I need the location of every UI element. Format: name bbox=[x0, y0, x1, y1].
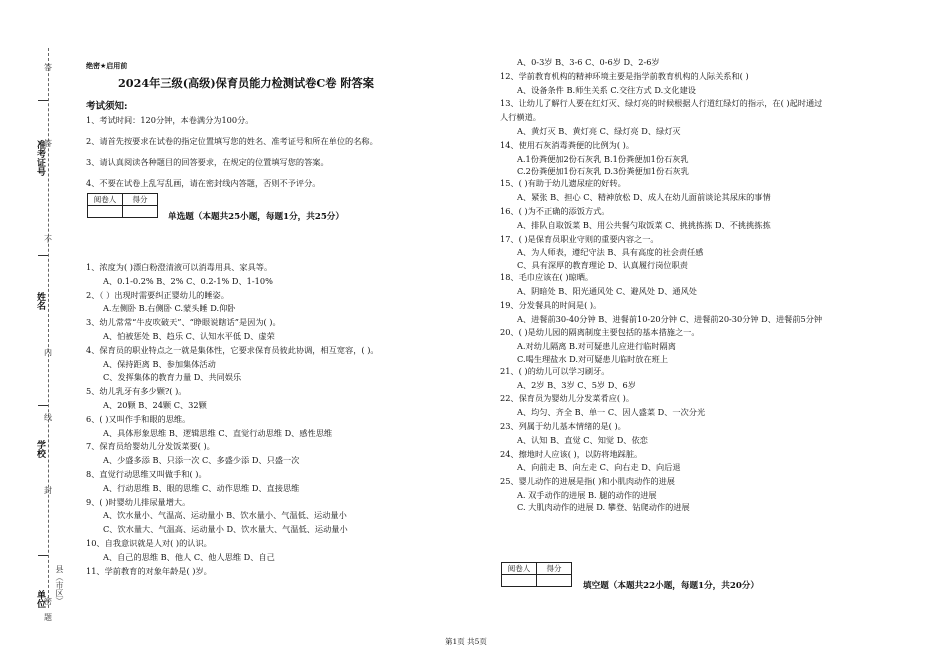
question-text: 17、( )是保育员职业守则的重要内容之一。 bbox=[500, 233, 659, 244]
field-underline bbox=[38, 255, 48, 256]
answer-options: A.左侧卧 B.右侧卧 C.蒙头睡 D.仰卧 bbox=[103, 303, 236, 314]
score-cell: 得分 bbox=[123, 194, 158, 206]
unit-label: 单位 bbox=[35, 590, 45, 608]
question-text: 21、( )的幼儿可以学习刷牙。 bbox=[500, 365, 610, 376]
seal-dashed-line bbox=[48, 48, 49, 608]
score-input[interactable] bbox=[123, 206, 158, 218]
answer-options: A、认知 B、直觉 C、知觉 D、依恋 bbox=[517, 434, 648, 445]
school-label: 学校 bbox=[35, 440, 45, 458]
seal-char: 内 bbox=[44, 348, 52, 357]
answer-options: C、具有深厚的教育理论 D、认真履行岗位职责 bbox=[517, 259, 688, 270]
answer-options: A、向前走 B、向左走 C、向右走 D、向后退 bbox=[517, 462, 681, 473]
answer-options: A、为人师表，遵纪守法 B、具有高度的社会责任感 bbox=[517, 247, 704, 258]
seal-char: 题 bbox=[44, 613, 52, 622]
reviewer-input[interactable] bbox=[502, 575, 537, 587]
question-text: 14、使用石灰消毒粪便的比例为( )。 bbox=[500, 139, 635, 150]
section-heading-single-choice: 单选题（本题共25小题，每题1分，共25分） bbox=[168, 212, 344, 222]
answer-options: A、少盛多添 B、只添一次 C、多盛少添 D、只盛一次 bbox=[103, 455, 300, 466]
notice-heading: 考试须知: bbox=[86, 101, 128, 112]
field-underline bbox=[38, 100, 48, 101]
notice-list bbox=[86, 114, 378, 198]
answer-options: A、紧张 B、担心 C、精神放松 D、成人在幼儿面前谈论其尿床的事情 bbox=[517, 192, 771, 203]
seal-char: 密 bbox=[44, 597, 52, 606]
question-text: 20、( )是幼儿园的隔离制度主要包括的基本措施之一。 bbox=[500, 327, 700, 338]
question-text: 15、( )有助于幼儿遗尿症的好转。 bbox=[500, 178, 626, 189]
question-text: 8、直觉行动思维又叫做手和( )。 bbox=[86, 468, 207, 479]
question-text: 人行横道。 bbox=[500, 112, 541, 123]
notice-item: 4、不要在试卷上乱写乱画，请在密封线内答题，否则不予评分。 bbox=[86, 178, 321, 188]
notice-item: 1、考试时间：120分钟，本卷满分为100分。 bbox=[86, 115, 254, 125]
answer-options: A、饮水量小、气温高、运动量小 B、饮水量小、气温低、运动量小 bbox=[103, 510, 347, 521]
question-text: 1、浓度为( )漂白粉澄清液可以消毒用具、家具等。 bbox=[86, 262, 273, 272]
answer-options: C、饮水量大、气温高、运动量小 D、饮水量大、气温低、运动量小 bbox=[103, 524, 348, 535]
field-underline bbox=[38, 405, 48, 406]
notice-item: 3、请认真阅读各种题目的回答要求，在规定的位置填写您的答案。 bbox=[86, 157, 329, 167]
district-label: 县（市区） bbox=[55, 565, 64, 605]
answer-options: C.喝生理盐水 D.对可疑患儿临时放在班上 bbox=[517, 353, 669, 364]
answer-options: A、进餐前30-40分钟 B、进餐前10-20分钟 C、进餐前20-30分钟 D、进餐前5分钟 bbox=[517, 313, 823, 324]
questions-right-column bbox=[500, 56, 822, 514]
secret-mark: 绝密★启用前 bbox=[86, 62, 128, 70]
answer-options: A.1份粪便加2份石灰乳 B.1份粪便加1份石灰乳 bbox=[517, 153, 689, 164]
section-heading-fill-blank: 填空题（本题共22小题，每题1分，共20分） bbox=[583, 581, 759, 591]
answer-options: A、保持距离 B、参加集体活动 bbox=[103, 358, 216, 369]
reviewer-cell: 阅卷人 bbox=[502, 563, 537, 575]
question-text: 12、学前教育机构的精神环境主要是指学前教育机构的人际关系和( ) bbox=[500, 70, 749, 81]
seal-char: 线 bbox=[44, 413, 52, 422]
question-text: 25、婴儿动作的进展是指( )和小肌肉动作的进展 bbox=[500, 476, 675, 487]
answer-options: A、0-3岁 B、3-6 C、0-6岁 D、2-6岁 bbox=[517, 57, 660, 67]
name-label: 姓名 bbox=[35, 292, 45, 310]
seal-char: 答 bbox=[44, 63, 52, 72]
question-text: 13、让幼儿了解行人要在红灯灭、绿灯亮的时候根据人行道红绿灯的指示，在( )起时通过 bbox=[500, 98, 823, 109]
answer-options: A. 双手动作的进展 B. 腿的动作的进展 bbox=[517, 490, 657, 501]
answer-options: A、黄灯灭 B、黄灯亮 C、绿灯亮 D、绿灯灭 bbox=[517, 125, 681, 136]
reviewer-cell: 阅卷人 bbox=[88, 194, 123, 206]
question-text: 22、保育员为婴幼儿分发菜肴应( )。 bbox=[500, 393, 635, 404]
answer-options: A、20颗 B、24颗 C、32颗 bbox=[103, 399, 207, 410]
question-text: 18、毛巾应该在( )晾晒。 bbox=[500, 272, 594, 283]
question-text: 2、（ ）出现时需要纠正婴幼儿的睡姿。 bbox=[86, 289, 229, 300]
answer-options: A、怕被惩处 B、趋乐 C、认知水平低 D、虚荣 bbox=[103, 330, 275, 341]
seal-char: 答 bbox=[44, 139, 52, 148]
seal-char: 封 bbox=[44, 486, 52, 495]
answer-options: A、设备条件 B.师生关系 C.交往方式 D.文化建设 bbox=[517, 84, 696, 95]
answer-options: A、阴暗处 B、阳光通风处 C、避风处 D、通风处 bbox=[517, 285, 697, 296]
question-text: 6、( )又叫作手和眼的思维。 bbox=[86, 413, 191, 424]
question-text: 16、( )为不正确的添饭方式。 bbox=[500, 205, 610, 216]
page-footer: 第1页 共5页 bbox=[445, 637, 487, 646]
answer-options: A、行动思维 B、眼的思维 C、动作思维 D、直接思维 bbox=[103, 482, 300, 493]
question-text: 9、( )时婴幼儿排尿量增大。 bbox=[86, 496, 191, 507]
answer-options: A、排队自取饭菜 B、用公共餐勺取饭菜 C、挑挑拣拣 D、不挑挑拣拣 bbox=[517, 219, 771, 230]
seal-char: 不 bbox=[44, 235, 52, 244]
page-title: 2024年三级(高级)保育员能力检测试卷C卷 附答案 bbox=[118, 76, 374, 90]
question-text: 10、自我意识就是人对( )的认识。 bbox=[86, 537, 212, 548]
question-text: 24、擦地时人应该( )，以防将地踩脏。 bbox=[500, 448, 643, 459]
score-table bbox=[501, 562, 572, 587]
question-text: 23、列属于幼儿基本情绪的是( )。 bbox=[500, 421, 626, 432]
question-text: 7、保育员给婴幼儿分发饭菜要( )。 bbox=[86, 441, 215, 452]
answer-options: A、均匀、齐全 B、单一 C、因人盛菜 D、一次分光 bbox=[517, 407, 706, 418]
questions-left-column bbox=[86, 261, 379, 578]
answer-options: A、具体形象思维 B、逻辑思维 C、直觉行动思维 D、感性思维 bbox=[103, 427, 333, 438]
answer-options: A、0.1-0.2% B、2% C、0.2-1% D、1-10% bbox=[103, 275, 273, 286]
answer-options: A.对幼儿隔离 B.对可疑患儿应进行临时隔离 bbox=[517, 341, 676, 352]
answer-options: A、2岁 B、3岁 C、5岁 D、6岁 bbox=[517, 379, 636, 390]
question-text: 4、保育员的职业特点之一就是集体性，它要求保育员彼此协调，相互宽容，( )。 bbox=[86, 344, 379, 355]
question-text: 5、幼儿乳牙有多少颗?( )。 bbox=[86, 386, 187, 397]
question-text: 19、分发餐具的时间是( )。 bbox=[500, 299, 602, 310]
score-cell: 得分 bbox=[537, 563, 572, 575]
admission-number-label: 准考证号 bbox=[35, 140, 45, 176]
question-text: 11、学前教育的对象年龄是( )岁。 bbox=[86, 565, 212, 576]
field-underline bbox=[38, 555, 48, 556]
answer-options: C. 大肌肉动作的进展 D. 攀登、钻爬动作的进展 bbox=[517, 502, 690, 513]
score-input[interactable] bbox=[537, 575, 572, 587]
score-table bbox=[87, 193, 158, 218]
reviewer-input[interactable] bbox=[88, 206, 123, 218]
answer-options: C、发挥集体的教育力量 D、共同娱乐 bbox=[103, 372, 242, 383]
answer-options: A、自己的思维 B、他人 C、他人思维 D、自己 bbox=[103, 551, 275, 562]
notice-item: 2、请首先按要求在试卷的指定位置填写您的姓名、准考证号和所在单位的名称。 bbox=[86, 136, 378, 146]
question-text: 3、幼儿常常“牛皮吹破天”、“睁眼说瞎话”是因为( )。 bbox=[86, 317, 281, 328]
answer-options: C.2份粪便加1份石灰乳 D.3份粪便加1份石灰乳 bbox=[517, 165, 689, 176]
